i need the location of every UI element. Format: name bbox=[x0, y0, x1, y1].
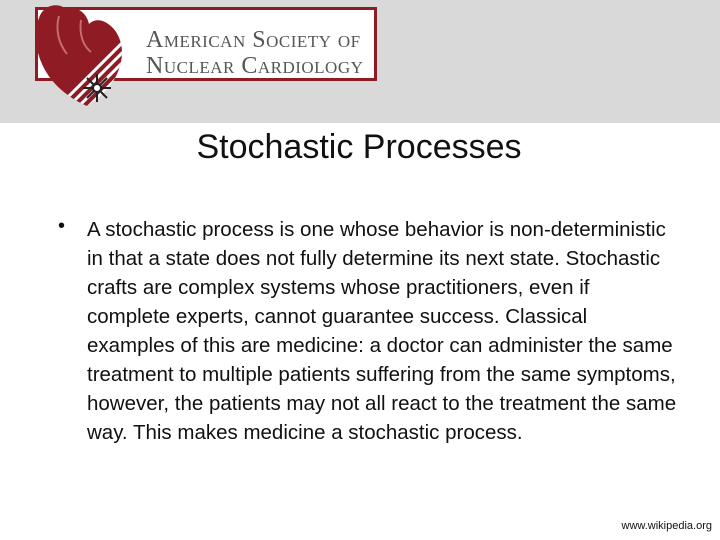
source-credit: www.wikipedia.org bbox=[621, 520, 712, 532]
heart-logo-icon bbox=[25, 0, 135, 120]
logo-text bbox=[146, 27, 363, 79]
slide-title bbox=[0, 128, 720, 167]
bullet-list bbox=[55, 215, 675, 447]
logo-line-2: Nuclear Cardiology bbox=[146, 53, 364, 79]
slide-title-text: Stochastic Processes bbox=[196, 128, 522, 166]
bullet-icon: • bbox=[58, 215, 66, 237]
bullet-text: A stochastic process is one whose behavior is non-deterministic in that a state does not fully determine its next state. Stochastic crafts are complex systems whose practitioners, even if complete experts, cannot guarantee success. Classical examples of this are medicine: a doctor can administer the same treatment to multiple patients suffering from the same symptoms, however, the patients may not all react to the treatment the same way. This makes medicine a stochastic process. bbox=[87, 218, 677, 444]
logo-line-1: American Society of bbox=[146, 27, 361, 53]
